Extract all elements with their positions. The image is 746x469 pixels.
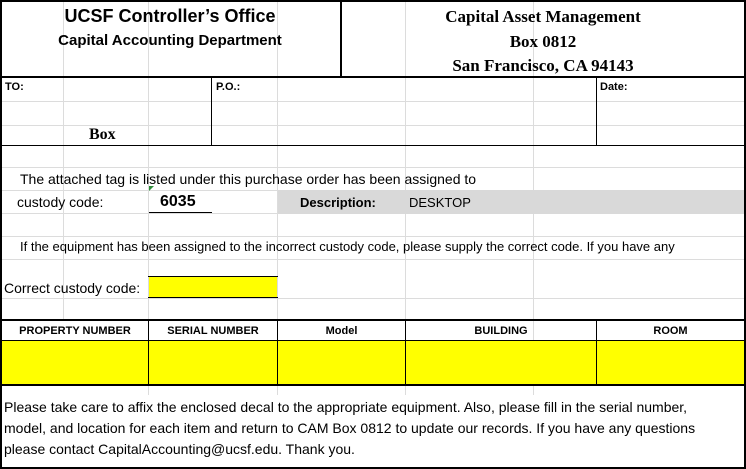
border — [0, 384, 746, 386]
gridline — [0, 298, 746, 299]
custody-label: custody code: — [17, 194, 104, 210]
border — [149, 212, 212, 213]
cam-title: Capital Asset Management — [445, 7, 641, 26]
footer-line-2: model, and location for each item and return to CAM Box 0812 to update our records. If you have any questions — [4, 420, 696, 436]
custody-value[interactable]: 6035 — [160, 193, 196, 210]
gridline — [0, 236, 746, 237]
gridline — [0, 101, 746, 102]
items-table-row[interactable] — [1, 341, 745, 384]
border — [211, 76, 212, 146]
border — [148, 276, 278, 277]
footer-line-1: Please take care to affix the enclosed decal to the appropriate equipment. Also, please fill in the serial number, — [4, 399, 688, 415]
border — [0, 0, 746, 2]
correct-custody-cell[interactable] — [149, 277, 277, 297]
cam-city: San Francisco, CA 94143 — [452, 56, 634, 75]
footer-line-3: please contact CapitalAccounting@ucsf.edu. Thank you. — [4, 441, 355, 457]
assignment-sentence: The attached tag is listed under this purchase order has been assigned to — [20, 171, 477, 187]
border — [0, 76, 746, 78]
cam-box: Box 0812 — [509, 32, 577, 51]
description-label: Description: — [300, 195, 376, 210]
gridline — [0, 259, 746, 260]
header-building: BUILDING — [474, 325, 528, 337]
gridline — [0, 167, 746, 168]
to-value[interactable]: Box — [89, 126, 116, 143]
header-serial-number: SERIAL NUMBER — [167, 325, 259, 337]
to-label: TO: — [5, 81, 24, 93]
header-room: ROOM — [653, 325, 688, 337]
cell-comment-marker-icon — [149, 186, 154, 191]
correction-sentence: If the equipment has been assigned to the incorrect custody code, please supply the correct code. If you have any — [20, 239, 675, 254]
office-title: UCSF Controller’s Office — [64, 6, 276, 26]
department-subtitle: Capital Accounting Department — [58, 32, 282, 49]
border — [596, 76, 597, 146]
border — [0, 340, 746, 341]
correct-custody-label: Correct custody code: — [4, 280, 141, 296]
description-value: DESKTOP — [409, 195, 471, 210]
header-property-number: PROPERTY NUMBER — [19, 325, 131, 337]
border — [0, 319, 746, 321]
po-label: P.O.: — [216, 81, 241, 93]
header-model: Model — [325, 325, 358, 337]
date-label: Date: — [600, 81, 628, 93]
border — [0, 0, 2, 469]
border — [148, 297, 278, 298]
border — [0, 145, 746, 146]
